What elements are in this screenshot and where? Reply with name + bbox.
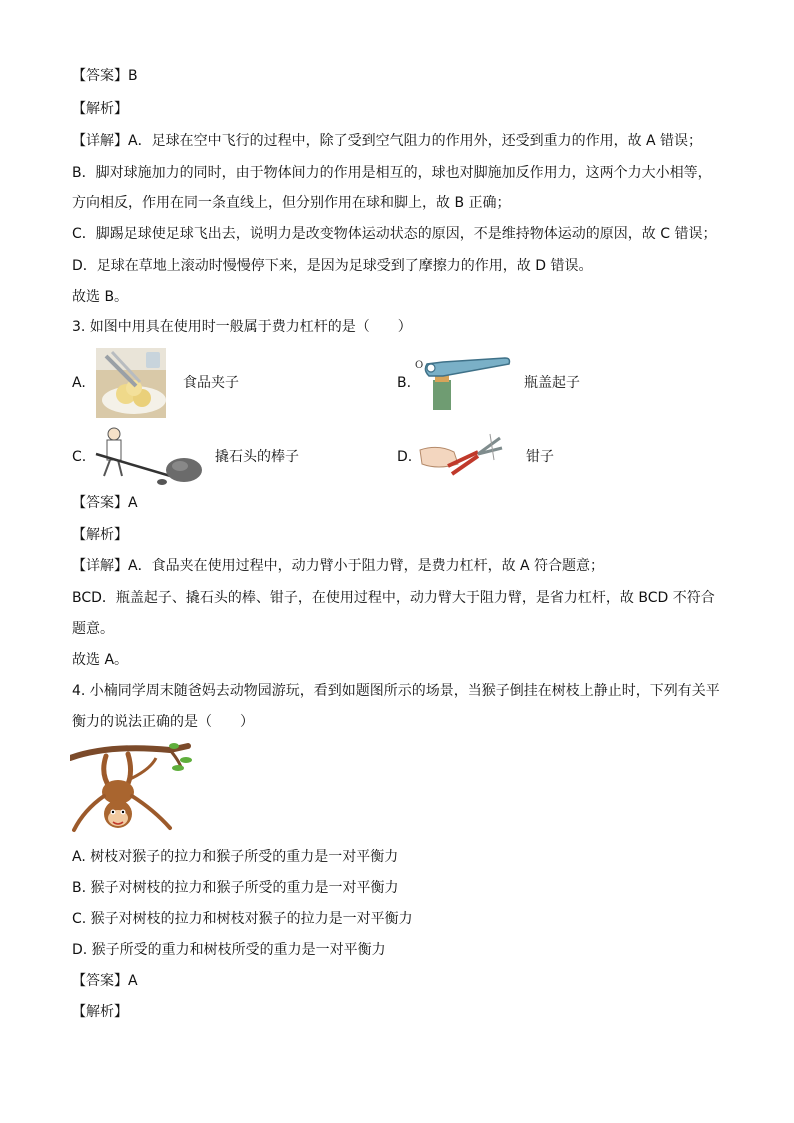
- q4-option-b: B. 猴子对树枝的拉力和猴子所受的重力是一对平衡力: [72, 880, 399, 896]
- crowbar-rock-image: [92, 424, 202, 488]
- q2-choose: 故选 B。: [72, 289, 129, 305]
- q3-choose: 故选 A。: [72, 652, 129, 668]
- q3-option-c-text: 撬石头的棒子: [215, 449, 299, 465]
- q3-option-b-letter: B.: [397, 375, 412, 391]
- q4-stem-2: 衡力的说法正确的是（ ）: [72, 714, 254, 730]
- monkey-branch-image: [70, 740, 194, 836]
- q3-option-d-text: 钳子: [526, 449, 554, 465]
- q3-stem: 3. 如图中用具在使用时一般属于费力杠杆的是（ ）: [72, 319, 412, 335]
- q3-option-b-text: 瓶盖起子: [524, 375, 580, 391]
- q2-analysis-label: 【解析】: [72, 101, 128, 117]
- q3-detail-a: 【详解】A．食品夹在使用过程中，动力臂小于阻力臂，是费力杠杆，故 A 符合题意；: [72, 558, 605, 574]
- q2-detail-b-1: B．脚对球施加力的同时，由于物体间力的作用是相互的，球也对脚施加反作用力，这两个力大小相等，: [72, 165, 712, 181]
- q2-detail-a: 【详解】A．足球在空中飞行的过程中，除了受到空气阻力的作用外，还受到重力的作用，故 A 错误；: [72, 133, 703, 149]
- q4-analysis-label: 【解析】: [72, 1004, 128, 1020]
- q4-stem-1: 4. 小楠同学周末随爸妈去动物园游玩，看到如题图所示的场景，当猴子倒挂在树枝上静止时，下列有关平: [72, 683, 720, 699]
- q2-answer: 【答案】B: [72, 68, 138, 84]
- q4-option-d: D. 猴子所受的重力和树枝所受的重力是一对平衡力: [72, 942, 386, 958]
- q3-option-a-text: 食品夹子: [183, 375, 239, 391]
- svg-text:O: O: [415, 360, 424, 371]
- q3-option-a-letter: A.: [72, 375, 86, 391]
- q3-option-c-letter: C.: [72, 449, 87, 465]
- q3-detail-bcd-1: BCD．瓶盖起子、撬石头的棒、钳子，在使用过程中，动力臂大于阻力臂，是省力杠杆，故 BCD 不符合: [72, 590, 715, 606]
- q3-detail-bcd-2: 题意。: [72, 621, 114, 637]
- q4-option-c: C. 猴子对树枝的拉力和树枝对猴子的拉力是一对平衡力: [72, 911, 413, 927]
- q3-analysis-label: 【解析】: [72, 527, 128, 543]
- q2-detail-c: C．脚踢足球使足球飞出去，说明力是改变物体运动状态的原因，不是维持物体运动的原因，故 C 错误；: [72, 226, 717, 242]
- q2-detail-b-2: 方向相反，作用在同一条直线上，但分别作用在球和脚上，故 B 正确；: [72, 195, 511, 211]
- bottle-opener-image: [413, 354, 513, 410]
- pliers-image: [418, 430, 508, 482]
- food-tongs-image: [96, 348, 166, 418]
- q3-answer: 【答案】A: [72, 495, 138, 511]
- q4-answer: 【答案】A: [72, 973, 138, 989]
- q2-detail-d: D．足球在草地上滚动时慢慢停下来，是因为足球受到了摩擦力的作用，故 D 错误。: [72, 258, 593, 274]
- q4-option-a: A. 树枝对猴子的拉力和猴子所受的重力是一对平衡力: [72, 849, 399, 865]
- q3-option-d-letter: D.: [397, 449, 413, 465]
